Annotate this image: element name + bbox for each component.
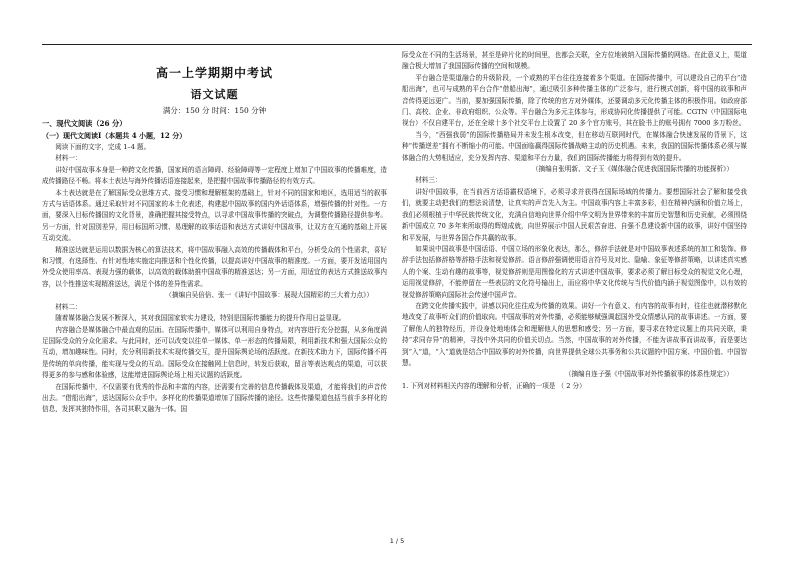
source-citation: （摘编自张明新、文子玉《媒体融合促进我国国际传播的功能探析》） (531, 165, 733, 174)
paragraph: 讲好中国故事，在当前西方话语霸权语境下，必须寻求并获得在国际场域的传播力。要想国际社会了解和接受我们，就要主动把我们的想法说清楚，让真实的声音先入为主。中国故事内容上丰富多彩，但在精神内涵和价值立场上，我们必须根植于中华民族传统文化，充满自信地向世界介绍中华文明为世界带来的丰富历史智慧和历史贡献，必须围绕新中国成立 70 多年来所取得的辉煌成就，向世界展示中国人民艰苦奋进、自强不息建设新中国的故事，讲好中国坚持和平发展，与世界各国合作共赢的故事。 (402, 187, 747, 242)
section-heading: 一、现代文阅读（26 分） (42, 119, 127, 128)
paragraph: 平台融合是渠道融合的升级阶段，一个或熟的平台往往连接着多个渠道。在国际传播中，可以建设自己的平台“造船出海”，也可与成熟的平台合作“借船出海”，通过吸引多种传播主体的广泛参与，进行模式创新，将中国的故事和声音传得更远更广。当前，要加强国际传播，除了传统的官方对外媒体，还要调动多元化传播主体的积极作用。如政府部门、高校、企业、非政府组织、公众等。平台融合为多元主体参与，形成协同化传播提供了可能。CGTN（中国国际电视台）不仅自建平台，还在全球十多个社交平台上设置了 20 多个官方账号，其在脸书上的账号拥有 7000 多万粉丝。 (402, 73, 747, 128)
material-one-label: 材料一： (55, 154, 82, 163)
source-citation: （摘编自吴倍倍、张一《讲好中国故事：展现大国精彩的三大着力点》） (165, 291, 373, 300)
paragraph: 在国际传播中，不仅需要有优秀的作品和丰富的内容，还需要有完善的信息传播载体及渠道，才能将我们的声音传出去。“借船出海”，送达国际公众手中。多样化的传播渠道增加了国际传播的途径。这些传播渠道包括当前手多样化的信息，发挥其独特作用，各司其职又融为一体。国 (42, 382, 387, 414)
paragraph: 精准送达就是运用以数据为核心的算法技术，将中国故事融入高效的传播载体和平台，分析受众的个性需求，喜好和习惯，有选择性、有针对性地实施定向推送和个性化传播，以提高讲好中国故事的精准度。一方面，要开发适用国内外受众使用率高、表现力强的载体，以高效的载体助推中国故事的精准送达；另一方面，用适宜的表达方式推送故事内容，以个性推送实现精准送达，满足个体的差异性需求。 (42, 245, 387, 288)
paragraph: 当今，“西强我弱”的国际传播格局并未发生根本改变，但在移动互联网时代，在媒体融合快速发展的背景下，这种“传播逆差”拥有不断缩小的可能。中国面临赢得国际传播战略主动的历史机遇。未来，我国的国际传播体系必须与媒体融合的大势相适应，充分发挥内容、渠道和平台力量，我们的国际传播能力将得到有效的提升。 (402, 130, 747, 162)
exam-subject: 语文试题 (190, 88, 239, 101)
left-column (42, 50, 387, 416)
exam-title: 高一上学期期中考试 (155, 66, 273, 80)
question-1: 1. 下列对材料相关内容的理解和分析，正确的一项是 （ 2 分） (402, 381, 586, 390)
paragraph: 随着媒体融合发展不断深入，其对我国国家软实力建设，特别是国际传播能力的提升作用日益显现。 (55, 314, 346, 323)
paragraph: 如果说中国故事是中国话语、中国立场的形象化表达，那么，修辞手法就是对中国故事表述系统的加工和装饰。修辞手法包括修辞格等辞格手法和视觉修辞。语言修辞强调使用语言符号及对比、隐喻、象征等修辞策略，以讲述真实感人的个案、生动有趣的故事等，视觉修辞则是用图像化的方式讲述中国故事，要求必须了解目标受众的视觉文化心理，运用视觉修辞，不能停留在一些表层的文化符号输出上，而应将中华文化传统与当代价值内涵于视觉图像中，以有效的视觉修辞策略向国际社会传递中国声音。 (402, 244, 747, 299)
score-time-line: 满分：150 分 时间：150 分钟 (162, 106, 267, 115)
source-citation: （摘编自连子强《中国故事对外传播叙事的体系性规定》） (564, 370, 733, 379)
right-column (402, 50, 747, 392)
instruction: 阅读下面的文字，完成 1–4 题。 (55, 143, 151, 151)
paragraph: 本土表达就是在了解国际受众思维方式、接受习惯和理解框架的基础上，针对不同的国家和地区，选用适当的叙事方式与话语体系。通过采取针对不同国家的本土化表述，构建起中国故事的国内外话语体系，增强传播的针对性。一方面，要深入目标传播国的文化背景，准确把握其接受特点，以寻求中国故事传播的突破点，为调整传播路径提供参考。另一方面，针对国别差异，用目标国所习惯、易理解的故事话语和表达方式讲好中国故事，让双方在互通的基础上开展互动交流。 (42, 188, 387, 243)
paragraph: 讲好中国故事本身是一种跨文化传播，国家间的语言障碍、经验障碍等一定程度上增加了中国故事的传播难度，造成传播路径不畅。将本土表达与海外传播话语连接起来，是把握中国故事传播路径的有效方式。 (42, 165, 387, 186)
paragraph: 际受众在不同的生活场景，甚至是碎片化的时间里，也都会关联，全方位地被纳入国际传播的网络。在此意义上，渠道融合极大增加了我国国际传播的空间和规模。 (402, 51, 747, 71)
material-two-label: 材料二： (55, 302, 82, 311)
subsection-heading: （一）现代文阅读Ⅰ（本题共 4 小题，12 分） (42, 131, 187, 140)
material-three-label: 材料三： (415, 176, 442, 185)
paragraph: 在跨文化传播实践中，讲感以同化往往成为传播的效果。讲好一个有意义、有内容的故事有时，往往也就潜移默化地改变了故事听众们的价值取向。中国故事的对外传播，必须能够赋强调起国外受众情感认同的故事讲述。一方面，要了解他人的独特经历，并设身处地地体会和理解他人的思想和感受；另一方面，要寻求在特定议题上的共同关联，秉持“求同存异”的精神，寻找中外共同的价值关切点。当然，中国故事的对外传播，不能为讲故事而讲故事，而是要达到“入”道，“入”道就是结合中国故事的对外传播，向世界提供全球公共事务和公共议题的中国方案、中国价值、中国智慧。 (402, 301, 747, 367)
top-rule (42, 44, 752, 45)
paragraph: 内容融合是媒体融合中最直观的层面。在国际传播中，媒体可以利用自身特点，对内容进行充分挖掘，从多角度满足国际受众的分众化需求。与此同时，还可以改变以往单一媒体、单一形态的传播局限，利用新技术和强大国际公众的互动，增加趣味性。同时，充分利用新技术实现传播交互，提升国际舆论场的活跃度。在新技术助力下，国际传播不再是传统的单向传播，能实现与受众的互动。国际受众在接触网上信息时，转发后获取，留言等表达观点的渠道，可以获得更多的参与感和体验感，这能增进国际舆论场上相关议题的活跃度。 (42, 325, 387, 380)
page-number: 1 / 5 (389, 537, 405, 545)
